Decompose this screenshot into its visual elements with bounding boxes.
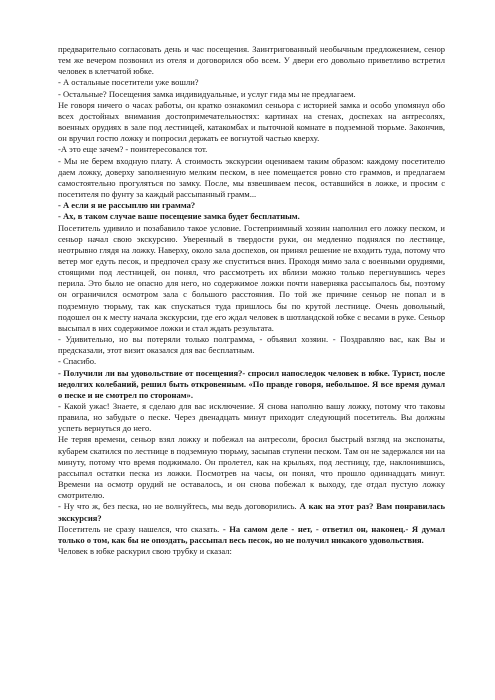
text-segment: - Остальные? Посещения замка индивидуальные, и услуг гида мы не предлагаем. [58,88,356,99]
text-segment: Человек в юбке раскурил свою трубку и сказал: [58,546,232,557]
bold-text: - А если я не рассыплю ни грамма? [58,200,196,211]
paragraph [58,211,445,222]
paragraph [58,89,445,100]
text-segment: - Ну что ж, без песка, но не волнуйтесь, мы ведь договорились. [58,501,300,512]
text-segment: -А это еще зачем? - поинтересовался тот. [58,144,208,155]
bold-text: А как на этот раз? Вам понравилась экскурсия? [58,501,445,523]
text-segment: - Мы не берем входную плату. А стоимость экскурсии оцениваем таким образом: каждому посетителю даем ложку, доверху заполненную мелким песком, в нее помещается ровно сто граммов, и предлагаем самостоятельно прогуляться по замку. После, мы взвешиваем песок, оставшийся в ложке, и просим с посетителя по фунту за каждый рассыпанный грамм... [58,155,445,200]
paragraph [58,77,445,88]
paragraph [58,100,445,145]
paragraph [58,334,445,356]
text-segment: - Какой ужас! Знаете, я сделаю для вас исключение. Я снова наполню вашу ложку, потому что таковы правила, но забудьте о песке. Через двенадцать минут приходит следующий посетитель. Вы должны успеть вернуться до него. [58,401,445,434]
paragraph [58,368,445,401]
bold-text: - Ах, в таком случае ваше посещение замка будет бесплатным. [58,211,300,222]
text-segment: Не теряя времени, сеньор взял ложку и побежал на антресоли, бросил быстрый взгляд на экспонаты, кубарем скатился по лестнице в подземную тюрьму, засыпав ступени песком. Там он не задержался ни на минуту, потому что время поджимало. Он пролетел, как на крыльях, под лестницу, где, наклонившись, рассыпал остатки песка из ложки. Посмотрев на часы, он понял, что прошло одиннадцать минут. Времени на осмотр орудий не оставалось, и он снова побежал к выходу, где отдал пустую ложку смотрителю. [58,434,445,501]
paragraph [58,434,445,501]
paragraph [58,356,445,367]
paragraph [58,524,445,546]
text-segment: предварительно согласовать день и час посещения. Заинтригованный необычным предложением, сенор тем же вечером позвонил из отеля и договорился обо всем. У двери его довольно приветливо встретил человек в клетчатой юбке. [58,44,445,77]
document-body [58,44,445,557]
paragraph [58,156,445,201]
paragraph [58,223,445,335]
text-segment: Не говоря ничего о часах работы, он кратко ознакомил сеньора с историей замка и особо упомянул обо всех достойных внимания достопримечательностях: картинах на стенах, доспехах на антресолях, военных орудиях в зале под лестницей, катакомбах и пыточной комнате в подземной тюрьме. Закончив, он вручил гостю ложку и попросил держать ее вогнутой частью кверху. [58,99,445,144]
text-segment: - А остальные посетители уже вошли? [58,77,199,88]
paragraph [58,401,445,434]
paragraph [58,144,445,155]
text-segment: - Удивительно, но вы потеряли только полграмма, - объявил хозяин. - Поздравляю вас, как Вы и предсказали, этот визит оказался для вас бесплатным. [58,334,445,356]
text-segment: Посетитель удивило и позабавило такое условие. Гостеприимный хозяин наполнил его ложку песком, и сеньор начал свою экскурсию. Уверенный в твердости руки, он медленно поднялся по лестнице, неотрывно глядя на ложку. Наверху, около зала доспехов, он принял решение не входить туда, потому что ветер мог едуть песок, и предпочел сразу же спуститься вниз. Проходя мимо зала с военными орудиями, стоящими под лестницей, он понял, что рассмотреть их вблизи можно только перегнувшись через перила. Это было не опасно для него, но содержимое ложки почти наверняка рассыпалось бы, поэтому он ограничился осмотром зала с большого расстояния. По той же причине сеньор не попал и в подземную тюрьму, так как спускаться туда пришлось бы по крутой лестнице. Очень довольный, подошел он к месту начала экскурсии, где его ждал человек в шотландской юбке с весами в руке. Сеньор высыпал в них содержимое ложки и стал ждать результата. [58,222,445,333]
bold-text: - Получили ли вы удовольствие от посещения?- спросил напоследок человек в юбке. Турист, после недолгих колебаний, решил быть откровенным. «По правде говоря, небольшое. Я все время думал о песке и не смотрел по сторонам». [58,367,445,400]
paragraph [58,501,445,523]
text-segment: Посетитель не сразу нашелся, что сказать. [58,523,223,534]
paragraph [58,200,445,211]
paragraph [58,546,445,557]
bold-text: - На самом деле - нет, - ответил он, наконец.- Я думал только о том, как бы не опоздать, рассыпал весь песок, но не получил никакого удовольствия. [58,523,445,545]
text-segment: - Спасибо. [58,356,97,367]
paragraph [58,44,445,77]
